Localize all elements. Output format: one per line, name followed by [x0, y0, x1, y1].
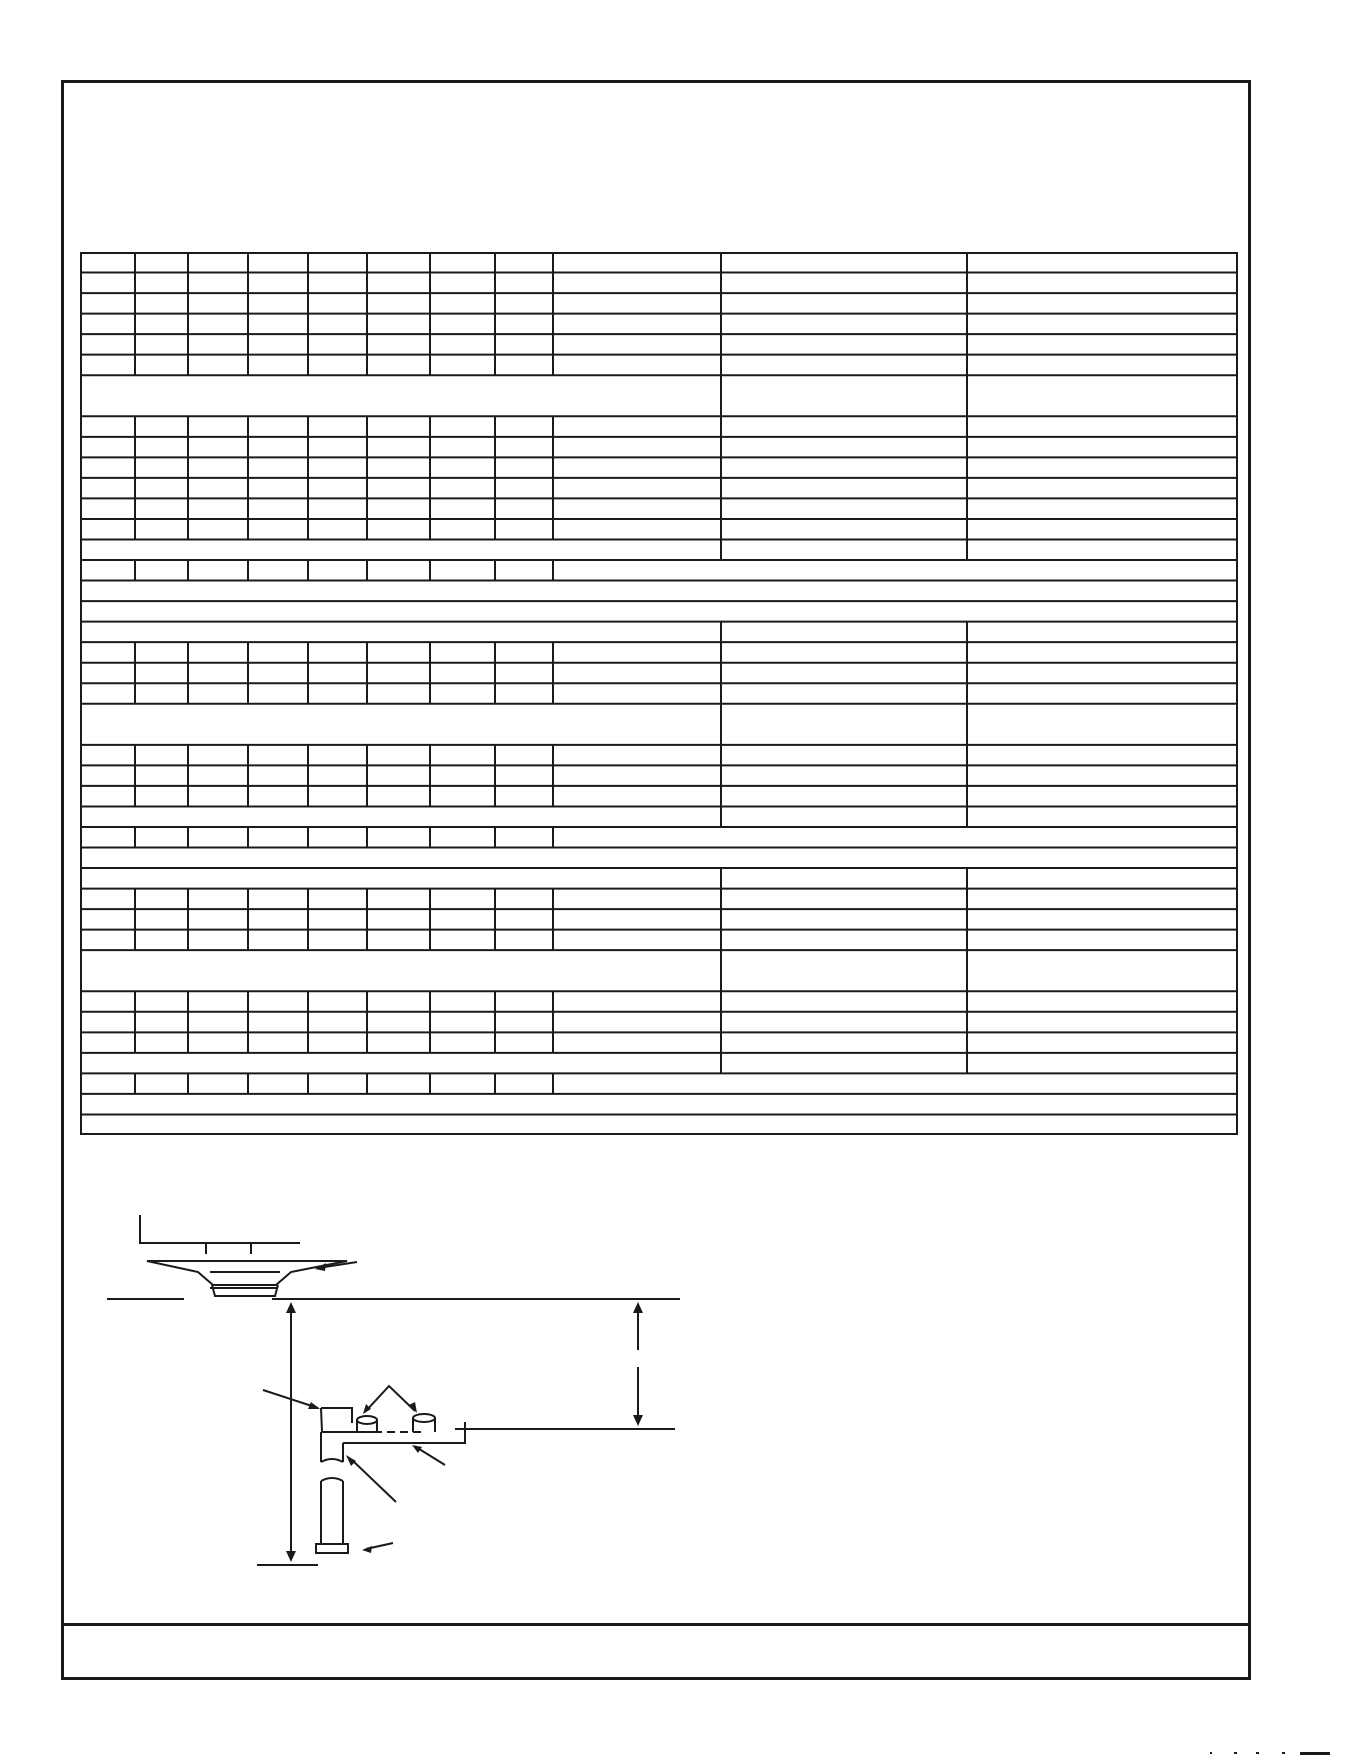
ceiling-bracket — [140, 1215, 300, 1243]
pipe-break-lower — [321, 1478, 343, 1481]
pipe-base-plate — [316, 1544, 348, 1553]
spec-table — [80, 252, 1238, 1135]
footer-rule — [61, 1623, 1251, 1626]
pipe-break-upper — [321, 1459, 343, 1462]
arrowhead-dim-right-bottom — [633, 1415, 643, 1426]
table-outline — [81, 253, 1237, 1134]
arrowhead-dim-left-top — [286, 1302, 296, 1313]
arrowhead-dashed-pipe — [412, 1445, 422, 1453]
installation-diagram-drawing — [100, 1210, 700, 1590]
spec-table-grid — [80, 252, 1238, 1135]
dashed-pipe-leader — [416, 1447, 445, 1465]
detector-head-base — [212, 1285, 278, 1296]
sampling-hole-2-top — [413, 1414, 435, 1422]
arrowhead-tee — [308, 1402, 320, 1409]
arrowhead-pipe — [346, 1455, 356, 1466]
pipe-leader — [352, 1460, 396, 1502]
pipe-tee — [321, 1408, 465, 1443]
sampling-holes-leader — [365, 1386, 415, 1412]
arrowhead-base — [362, 1546, 372, 1553]
bottom-print-mark — [1200, 1752, 1340, 1756]
installation-diagram — [100, 1210, 700, 1590]
pipe-riser — [321, 1432, 343, 1462]
arrowhead-dim-left-bottom — [286, 1551, 296, 1562]
pipe-riser-lower — [321, 1481, 343, 1544]
arrowhead-dim-right-top — [633, 1302, 643, 1313]
sampling-hole-1-top — [357, 1416, 377, 1424]
